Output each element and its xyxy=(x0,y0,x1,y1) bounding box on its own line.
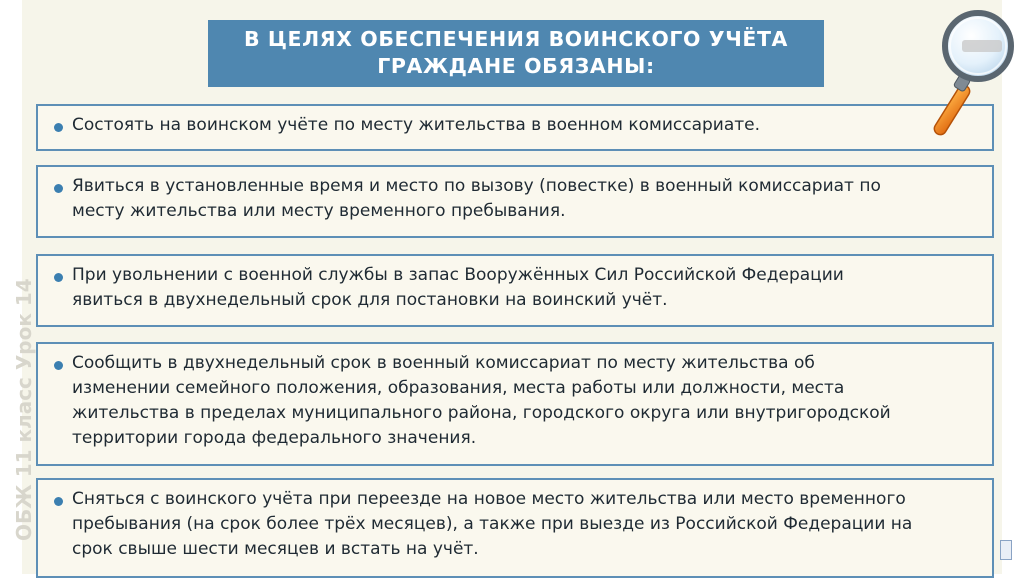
duty-item-1 xyxy=(36,104,994,151)
duty-item-line: месту жительства или месту временного пребывания. xyxy=(72,201,566,221)
magnifying-glass-icon xyxy=(934,6,1004,138)
duty-item-5 xyxy=(36,478,994,578)
bullet-dot-icon xyxy=(54,361,63,370)
duty-item-line: Сообщить в двухнедельный срок в военный комиссариат по месту жительства об xyxy=(72,353,815,373)
bullet-dot-icon xyxy=(54,184,63,193)
duty-item-line: территории города федерального значения. xyxy=(72,428,477,448)
duty-item-line: срок свыше шести месяцев и встать на учёт. xyxy=(72,539,479,559)
side-watermark-text: ОБЖ 11 класс Урок 14 xyxy=(12,278,36,542)
duty-item-line: При увольнении с военной службы в запас Вооружённых Сил Российской Федерации xyxy=(72,265,844,285)
bullet-dot-icon xyxy=(54,273,63,282)
title-line-1: В ЦЕЛЯХ ОБЕСПЕЧЕНИЯ ВОИНСКОГО УЧЁТА xyxy=(243,27,789,51)
duty-item-4 xyxy=(36,342,994,466)
duty-item-line: Явиться в установленные время и место по вызову (повестке) в военный комиссариат по xyxy=(72,176,881,196)
duty-item-line: изменении семейного положения, образования, места работы или должности, места xyxy=(72,378,845,398)
slide xyxy=(12,0,1002,574)
duty-item-line: Состоять на воинском учёте по месту жительства в военном комиссариате. xyxy=(72,115,761,135)
duty-item-line: жительства в пределах муниципального района, городского округа или внутригородской xyxy=(72,403,891,423)
title-line-2: ГРАЖДАНЕ ОБЯЗАНЫ: xyxy=(377,54,655,78)
duty-item-line: явиться в двухнедельный срок для постановки на воинский учёт. xyxy=(72,290,668,310)
duty-item-line: Сняться с воинского учёта при переезде на новое место жительства или место временного xyxy=(72,489,906,509)
bullet-dot-icon xyxy=(54,497,63,506)
bullet-dot-icon xyxy=(54,123,63,132)
duty-item-3 xyxy=(36,254,994,327)
duty-item-2 xyxy=(36,165,994,238)
page-corner-mark xyxy=(1000,540,1012,560)
slide-title xyxy=(208,20,824,87)
right-margin xyxy=(1002,0,1024,574)
duty-item-line: пребывания (на срок более трёх месяцев), а также при выезде из Российской Федерации на xyxy=(72,514,913,534)
